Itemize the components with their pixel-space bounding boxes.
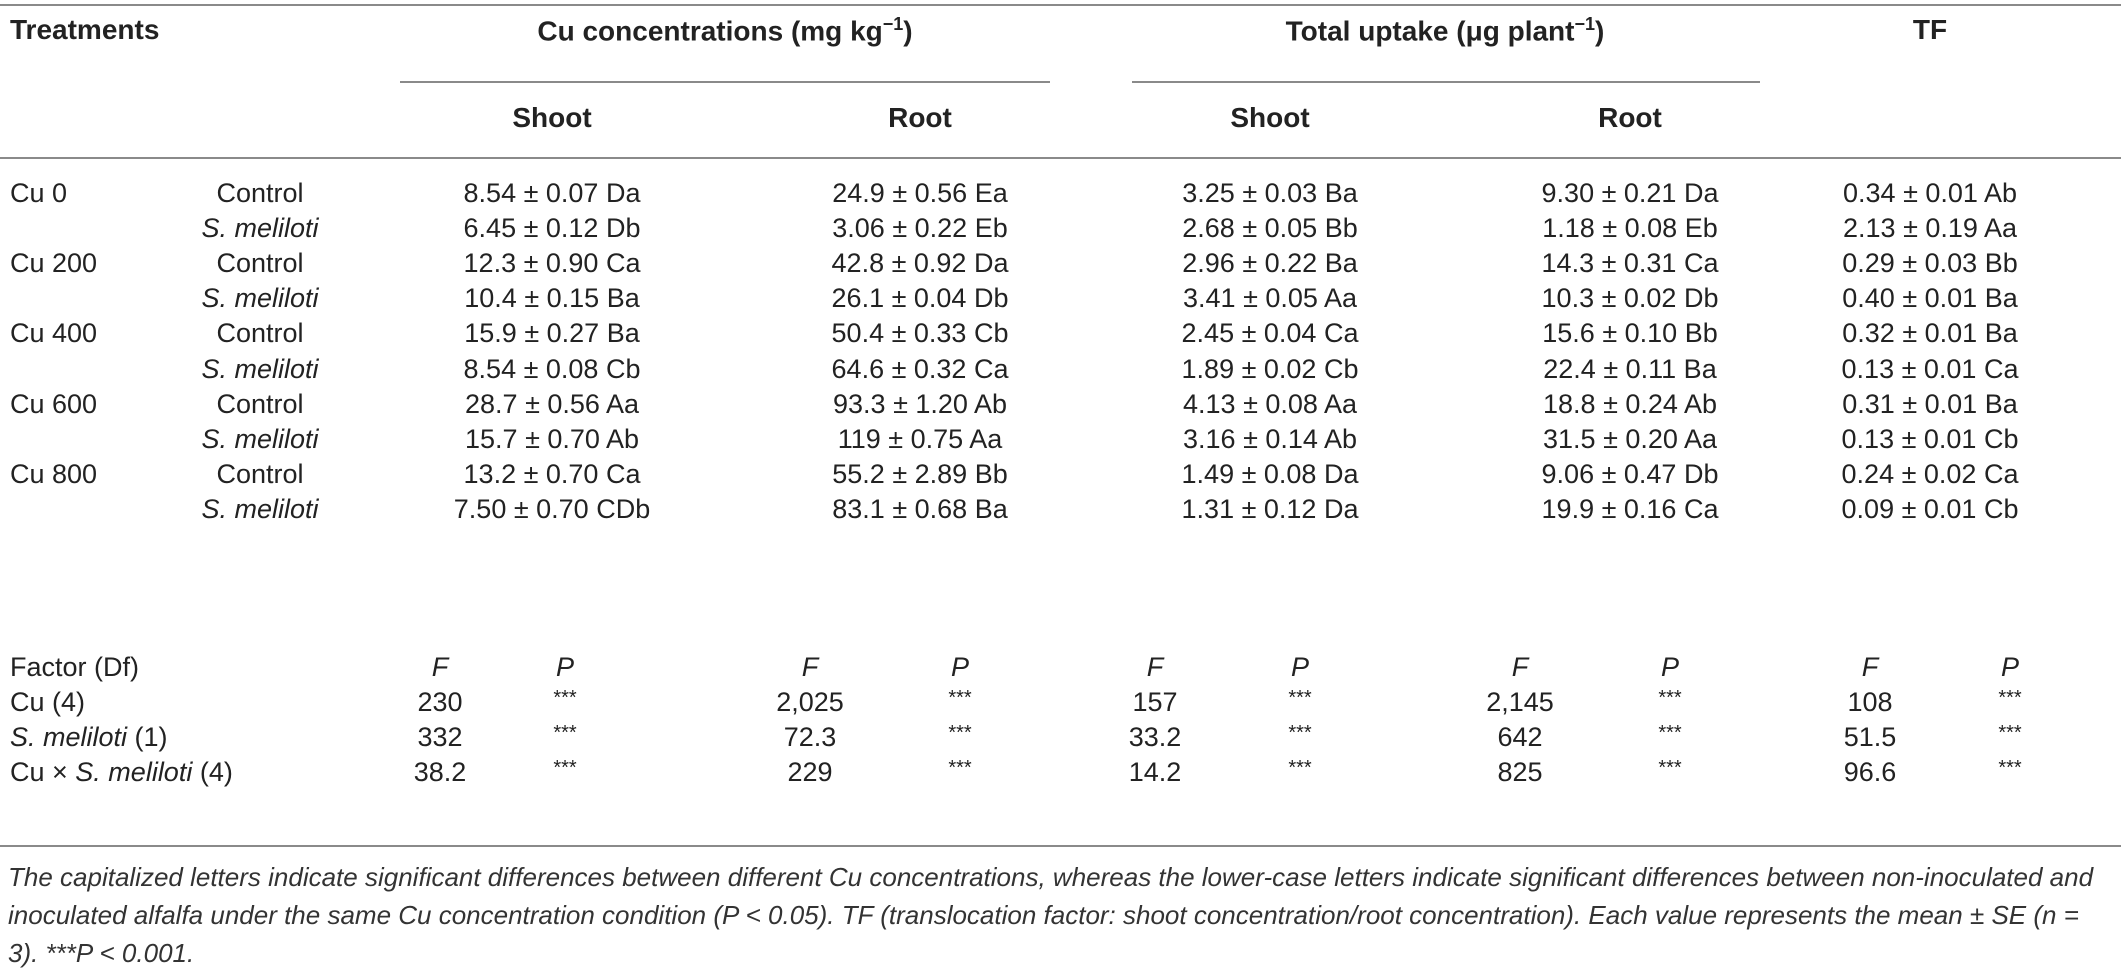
top-rule [0, 4, 2121, 6]
cell-conc-shoot: 12.3 ± 0.90 Ca [463, 248, 641, 279]
anova-factor-part: Cu (4) [10, 687, 86, 717]
header-total-uptake: Total uptake (μg plant$^{-1}$) [1285, 14, 1605, 47]
cell-uptake-root: 22.4 ± 0.11 Ba [1543, 353, 1717, 384]
cell-treatment: Control [216, 388, 304, 419]
cell-conc-shoot: 10.4 ± 0.15 Ba [464, 283, 640, 314]
cell-treatment: S. meliloti [201, 213, 319, 244]
cu-concentrations-underline [400, 81, 1050, 83]
anova-f-tf: 51.5 [1843, 722, 1897, 753]
anova-f-uptake-shoot: 14.2 [1128, 757, 1182, 788]
anova-factor [10, 687, 85, 718]
anova-factor-part: (4) [192, 757, 233, 788]
anova-f-conc-root: 2,025 [776, 687, 844, 717]
cell-tf: 0.31 ± 0.01 Ba [1842, 388, 2018, 419]
cell-conc-root: 26.1 ± 0.04 Db [831, 283, 1009, 314]
cell-uptake-shoot: 3.16 ± 0.14 Ab [1183, 423, 1357, 454]
cell-group: Cu 0 [10, 178, 68, 208]
p-label-conc-shoot: P [555, 652, 574, 682]
cell-treatment: Control [216, 248, 304, 279]
anova-factor [10, 722, 168, 753]
cell-tf: 0.13 ± 0.01 Ca [1841, 353, 2019, 384]
cell-treatment: S. meliloti [201, 283, 319, 314]
anova-p-uptake-root: *** [1658, 757, 1682, 780]
anova-f-conc-shoot: 230 [417, 687, 463, 717]
anova-p-conc-root: *** [948, 722, 972, 745]
header-tf: TF [1912, 14, 1948, 45]
f-label-tf: F [1861, 652, 1879, 682]
anova-factor-part: (1) [127, 722, 168, 753]
anova-f-conc-shoot: 332 [417, 722, 463, 753]
p-label-conc-root: P [950, 652, 969, 682]
cell-uptake-shoot: 1.89 ± 0.02 Cb [1181, 353, 1359, 384]
cell-tf: 0.29 ± 0.03 Bb [1842, 248, 2018, 279]
cell-conc-root: 3.06 ± 0.22 Eb [832, 213, 1008, 244]
f-label-uptake-root: F [1511, 652, 1529, 682]
anova-f-tf: 96.6 [1843, 757, 1897, 788]
anova-factor-part: S. meliloti [75, 757, 193, 788]
anova-factor-part: Cu × [10, 757, 76, 788]
anova-factor-part: S. meliloti [10, 722, 128, 753]
p-label-uptake-root: P [1660, 652, 1679, 682]
subheader-uptake-shoot: Shoot [1230, 102, 1310, 133]
cell-uptake-shoot: 1.49 ± 0.08 Da [1181, 458, 1359, 489]
cell-tf: 0.24 ± 0.02 Ca [1841, 458, 2019, 489]
f-label-conc-shoot: F [431, 652, 449, 682]
anova-p-conc-root: *** [948, 757, 972, 780]
cell-uptake-shoot: 3.41 ± 0.05 Aa [1183, 283, 1357, 314]
cell-conc-root: 93.3 ± 1.20 Ab [833, 388, 1007, 419]
cell-uptake-root: 14.3 ± 0.31 Ca [1541, 248, 1719, 279]
cell-group: Cu 200 [10, 248, 98, 279]
anova-f-tf: 108 [1847, 687, 1893, 717]
cell-conc-root: 50.4 ± 0.33 Cb [831, 318, 1009, 349]
cell-conc-shoot: 7.50 ± 0.70 CDb [453, 493, 651, 524]
cell-uptake-shoot: 3.25 ± 0.03 Ba [1182, 178, 1358, 208]
cell-tf: 0.34 ± 0.01 Ab [1843, 178, 2017, 208]
cell-uptake-root: 15.6 ± 0.10 Bb [1542, 318, 1718, 349]
anova-factor [10, 757, 233, 788]
table-bottom-rule [0, 845, 2121, 847]
subheader-conc-root: Root [888, 102, 952, 133]
anova-p-conc-shoot: *** [553, 722, 577, 745]
p-label-uptake-shoot: P [1290, 652, 1309, 682]
cell-conc-shoot: 6.45 ± 0.12 Db [463, 213, 641, 244]
anova-f-conc-root: 72.3 [783, 722, 837, 753]
cell-treatment: S. meliloti [201, 423, 319, 454]
cell-conc-root: 24.9 ± 0.56 Ea [832, 178, 1008, 208]
cell-treatment: Control [216, 458, 304, 489]
f-label-uptake-shoot: F [1146, 652, 1164, 682]
p-label-tf: P [2000, 652, 2019, 682]
factor-df-label: Factor (Df) [10, 652, 140, 682]
anova-f-uptake-shoot: 157 [1132, 687, 1178, 717]
anova-f-uptake-root: 2,145 [1486, 687, 1554, 717]
cell-group: Cu 600 [10, 388, 98, 419]
cell-treatment: Control [216, 178, 304, 208]
cell-conc-root: 55.2 ± 2.89 Bb [832, 458, 1008, 489]
cell-group: Cu 800 [10, 458, 98, 489]
cell-uptake-root: 19.9 ± 0.16 Ca [1541, 493, 1719, 524]
cell-conc-shoot: 15.7 ± 0.70 Ab [465, 423, 639, 454]
anova-p-uptake-root: *** [1658, 687, 1682, 709]
cell-tf: 2.13 ± 0.19 Aa [1843, 213, 2017, 244]
cell-uptake-root: 10.3 ± 0.02 Db [1541, 283, 1719, 314]
cell-tf: 0.40 ± 0.01 Ba [1842, 283, 2018, 314]
cell-conc-shoot: 8.54 ± 0.08 Cb [463, 353, 641, 384]
cell-uptake-root: 9.30 ± 0.21 Da [1541, 178, 1719, 208]
cell-uptake-shoot: 1.31 ± 0.12 Da [1181, 493, 1359, 524]
cell-uptake-shoot: 2.68 ± 0.05 Bb [1182, 213, 1358, 244]
anova-p-tf: *** [1998, 757, 2022, 780]
cell-uptake-root: 9.06 ± 0.47 Db [1541, 458, 1719, 489]
header-bottom-rule [0, 157, 2121, 159]
subheader-conc-shoot: Shoot [512, 102, 592, 133]
cell-uptake-root: 31.5 ± 0.20 Aa [1543, 423, 1717, 454]
cell-uptake-shoot: 4.13 ± 0.08 Aa [1183, 388, 1357, 419]
cell-uptake-root: 1.18 ± 0.08 Eb [1542, 213, 1718, 244]
cell-conc-root: 119 ± 0.75 Aa [837, 423, 1003, 454]
cell-conc-shoot: 15.9 ± 0.27 Ba [464, 318, 640, 349]
total-uptake-underline [1132, 81, 1760, 83]
cell-tf: 0.09 ± 0.01 Cb [1841, 493, 2019, 524]
cell-tf: 0.13 ± 0.01 Cb [1841, 423, 2019, 454]
anova-p-conc-shoot: *** [553, 687, 577, 709]
subheader-uptake-root: Root [1598, 102, 1662, 133]
anova-p-uptake-shoot: *** [1288, 687, 1312, 709]
anova-f-uptake-root: 825 [1497, 757, 1543, 788]
anova-f-conc-root: 229 [787, 757, 833, 788]
cell-uptake-shoot: 2.96 ± 0.22 Ba [1182, 248, 1358, 279]
anova-f-uptake-shoot: 33.2 [1128, 722, 1182, 753]
cell-uptake-shoot: 2.45 ± 0.04 Ca [1181, 318, 1359, 349]
cell-conc-root: 42.8 ± 0.92 Da [831, 248, 1009, 279]
cell-tf: 0.32 ± 0.01 Ba [1842, 318, 2018, 349]
anova-p-tf: *** [1998, 687, 2022, 709]
anova-p-tf: *** [1998, 722, 2022, 745]
cell-conc-shoot: 8.54 ± 0.07 Da [463, 178, 641, 208]
cell-treatment: S. meliloti [201, 353, 319, 384]
anova-p-uptake-shoot: *** [1288, 722, 1312, 745]
table-footnote: The capitalized letters indicate significant differences between different Cu concentrations, whereas the lower-case letters indicate significant differences between non-inoculated and inoculated alfalfa under the same Cu concentration condition (P < 0.05). TF (translocation factor: shoot concentration/root concentration). Each value represents the mean ± SE (n = 3). ***P < 0.001. [8, 862, 2094, 968]
anova-p-conc-root: *** [948, 687, 972, 709]
anova-p-uptake-root: *** [1658, 722, 1682, 745]
anova-f-conc-shoot: 38.2 [413, 757, 467, 788]
f-label-conc-root: F [801, 652, 819, 682]
cell-group: Cu 400 [10, 318, 98, 349]
anova-p-conc-shoot: *** [553, 757, 577, 780]
anova-p-uptake-shoot: *** [1288, 757, 1312, 780]
cell-treatment: Control [216, 318, 304, 349]
cell-conc-root: 83.1 ± 0.68 Ba [832, 493, 1008, 524]
cell-uptake-root: 18.8 ± 0.24 Ab [1543, 388, 1717, 419]
cell-conc-shoot: 13.2 ± 0.70 Ca [463, 458, 641, 489]
cell-treatment: S. meliloti [201, 493, 319, 524]
header-cu-concentrations: Cu concentrations (mg $kg^{-1}$) [537, 14, 913, 47]
anova-f-uptake-root: 642 [1497, 722, 1543, 753]
cell-conc-root: 64.6 ± 0.32 Ca [831, 353, 1009, 384]
header-treatments: Treatments [10, 14, 160, 45]
cell-conc-shoot: 28.7 ± 0.56 Aa [465, 388, 639, 419]
